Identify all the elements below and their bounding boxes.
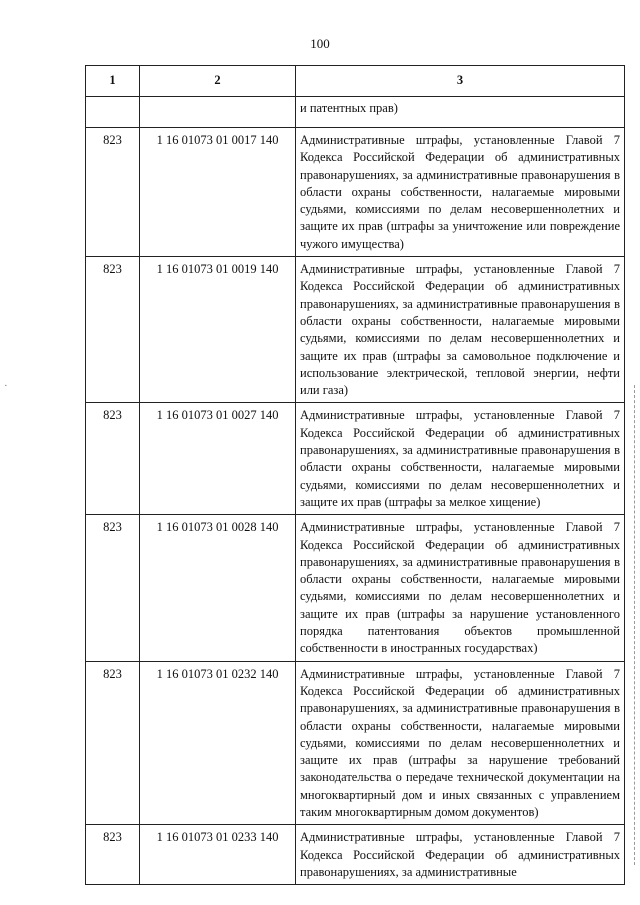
- ksp-cell: 823: [86, 128, 140, 257]
- table-row: [86, 257, 625, 403]
- ksp-cell: 823: [86, 661, 140, 825]
- continuation-ksp-cell: [86, 97, 140, 128]
- description-cell: Административные штрафы, установленные Главой 7 Кодекса Российской Федерации об административных правонарушениях, за административные правонарушения в области охраны собственности, налагаемые мировыми судьями, комиссиями по делам несовершеннолетних и защите их прав (штрафы за мелкое хищение): [296, 403, 625, 515]
- table-row: [86, 661, 625, 825]
- budget-code-cell: 1 16 01073 01 0232 140: [140, 661, 296, 825]
- description-cell: Административные штрафы, установленные Главой 7 Кодекса Российской Федерации об административных правонарушениях, за административные правонарушения в области охраны собственности, налагаемые мировыми судьями, комиссиями по делам несовершеннолетних и защите их прав (штрафы за самовольное подключение и использование электрической, тепловой энергии, нефти или газа): [296, 257, 625, 403]
- scan-mark-left: ·: [4, 380, 8, 392]
- table-row: [86, 515, 625, 661]
- budget-code-cell: 1 16 01073 01 0028 140: [140, 515, 296, 661]
- table-header: [86, 66, 625, 97]
- table-row: [86, 403, 625, 515]
- description-cell: Административные штрафы, установленные Главой 7 Кодекса Российской Федерации об административных правонарушениях, за административные правонарушения в области охраны собственности, налагаемые мировыми судьями, комиссиями по делам несовершеннолетних и защите их прав (штрафы за уничтожение или повреждение чужого имущества): [296, 128, 625, 257]
- continuation-code-cell: [140, 97, 296, 128]
- description-cell: Административные штрафы, установленные Главой 7 Кодекса Российской Федерации об административных правонарушениях, за административные: [296, 825, 625, 885]
- page-number: 100: [310, 36, 330, 51]
- table-row: [86, 128, 625, 257]
- header-col-1: 1: [86, 66, 140, 97]
- budget-code-cell: 1 16 01073 01 0027 140: [140, 403, 296, 515]
- budget-code-cell: 1 16 01073 01 0017 140: [140, 128, 296, 257]
- description-cell: Административные штрафы, установленные Главой 7 Кодекса Российской Федерации об административных правонарушениях, за административные правонарушения в области охраны собственности, налагаемые мировыми судьями, комиссиями по делам несовершеннолетних и защите их прав (штрафы за нарушение установленного порядка патентования объектов промышленной собственности в иностранных государствах): [296, 515, 625, 661]
- ksp-cell: 823: [86, 257, 140, 403]
- header-col-2: 2: [140, 66, 296, 97]
- table-row: [86, 825, 625, 885]
- continuation-row: [86, 97, 625, 128]
- description-cell: Административные штрафы, установленные Главой 7 Кодекса Российской Федерации об административных правонарушениях, за административные правонарушения в области охраны собственности, налагаемые мировыми судьями, комиссиями по делам несовершеннолетних и защите их прав (штрафы за нарушение требований законодательства о передаче технической документации на многоквартирный дом и иных связанных с управлением таким многоквартирным домом документов): [296, 661, 625, 825]
- scan-margin-line: [634, 385, 636, 865]
- budget-codes-table: [85, 65, 625, 885]
- ksp-cell: 823: [86, 515, 140, 661]
- header-row: [86, 66, 625, 97]
- ksp-cell: 823: [86, 825, 140, 885]
- header-col-3: 3: [296, 66, 625, 97]
- budget-code-cell: 1 16 01073 01 0019 140: [140, 257, 296, 403]
- ksp-cell: 823: [86, 403, 140, 515]
- budget-code-cell: 1 16 01073 01 0233 140: [140, 825, 296, 885]
- continuation-description: и патентных прав): [296, 97, 625, 128]
